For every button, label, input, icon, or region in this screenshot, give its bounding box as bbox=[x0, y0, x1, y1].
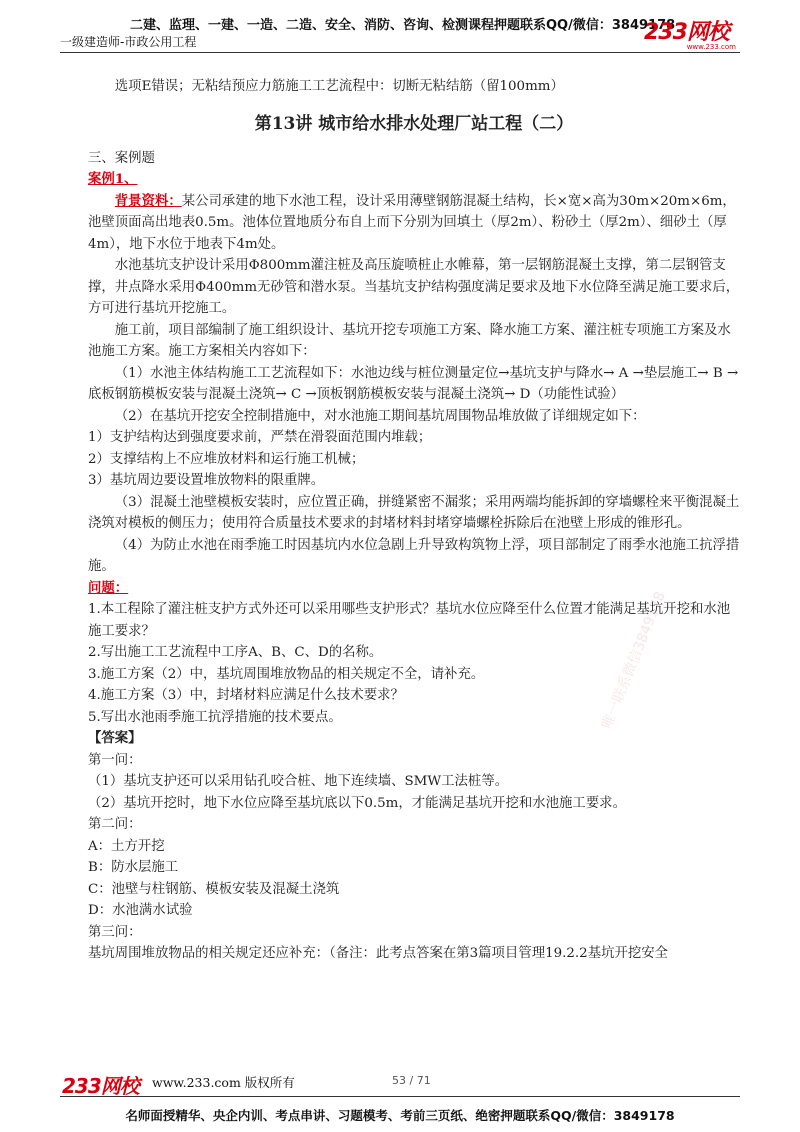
answer-2-c: C：池壁与柱钢筋、模板安装及混凝土浇筑 bbox=[88, 881, 340, 897]
footer-promo-line: 名师面授精华、央企内训、考点串讲、习题模考、考前三页纸、绝密押题联系QQ/微信：3849178 bbox=[125, 1108, 675, 1123]
watermark: 唯一联系微信3849178 bbox=[599, 589, 669, 732]
question-label: 问题： bbox=[88, 579, 129, 596]
page-header bbox=[0, 0, 800, 58]
answer-2-b: B：防水层施工 bbox=[88, 860, 179, 875]
footer-logo: 233网校 bbox=[62, 1074, 139, 1098]
header-course-name: 一级建造师-市政公用工程 bbox=[60, 35, 197, 49]
plan-item-2-rule-2: 2）支撑结构上不应堆放材料和运行施工机械； bbox=[88, 451, 365, 467]
question-1: 1.本工程除了灌注桩支护方式外还可以采用哪些支护形式？基坑水位应降至什么位置才能满足基坑开挖和水池施工要求？ bbox=[88, 602, 731, 639]
plan-item-3: （3）混凝土池壁模板安装时，应位置正确，拼缝紧密不漏浆；采用两端均能拆卸的穿墙螺栓来平衡混凝土浇筑对模板的侧压力；使用符合质量技术要求的封堵材料封堵穿墙螺栓拆除后在池壁上形成的锥形孔。 bbox=[88, 494, 740, 531]
plan-item-2-rule-3: 3）基坑周边要设置堆放物料的限重牌。 bbox=[88, 473, 325, 488]
answer-2-a: A：土方开挖 bbox=[88, 838, 165, 854]
header-divider bbox=[60, 52, 740, 53]
footer-copyright: www.233.com 版权所有 bbox=[152, 1075, 295, 1090]
answer-3-text: 基坑周围堆放物品的相关规定还应补充：（备注：此考点答案在第3篇项目管理19.2.2基坑开挖安全 bbox=[88, 946, 669, 961]
question-3: 3.施工方案（2）中，基坑周围堆放物品的相关规定不全，请补充。 bbox=[88, 666, 485, 682]
footer-divider bbox=[60, 1096, 740, 1097]
brand-logo-text: 233网校 bbox=[644, 20, 729, 45]
page-number: 53 / 71 bbox=[392, 1074, 431, 1087]
question-5: 5.写出水池雨季施工抗浮措施的技术要点。 bbox=[88, 709, 342, 725]
plan-item-2-rule-1: 1）支护结构达到强度要求前，严禁在滑裂面范围内堆载； bbox=[88, 430, 432, 445]
answer-1-item-2: （2）基坑开挖时，地下水位应降至基坑底以下0.5m，才能满足基坑开挖和水池施工要求。 bbox=[88, 795, 626, 811]
plan-item-4: （4）为防止水池在雨季施工时因基坑内水位急剧上升导致构筑物上浮，项目部制定了雨季水池施工抗浮措施。 bbox=[88, 537, 740, 574]
question-4: 4.施工方案（3）中，封堵材料应满足什么技术要求？ bbox=[88, 688, 404, 703]
case-label: 案例1、 bbox=[88, 171, 138, 187]
plan-item-1: （1）水池主体结构施工工艺流程如下：水池边线与桩位测量定位→基坑支护与降水→ A →垫层施工→ B →底板钢筋模板安装与混凝土浇筑→ C →顶板钢筋模板安装与混凝土浇筑→ D（功能性试验） bbox=[88, 365, 739, 402]
answer-label: 【答案】 bbox=[88, 730, 142, 746]
background-label: 背景资料： bbox=[114, 192, 182, 209]
brand-logo bbox=[644, 22, 740, 50]
answer-1-item-1: （1）基坑支护还可以采用钻孔咬合桩、地下连续墙、SMW工法桩等。 bbox=[88, 774, 509, 789]
background-paragraph bbox=[88, 191, 740, 256]
question-2: 2.写出施工工艺流程中工序A、B、C、D的名称。 bbox=[88, 645, 383, 660]
support-paragraph: 水池基坑支护设计采用Φ800mm灌注桩及高压旋喷桩止水帷幕，第一层钢筋混凝土支撑，第二层钢管支撑，井点降水采用Φ400mm无砂管和潜水泵。当基坑支护结构强度满足要求及地下水位降至满足施工要求后，方可进行基坑开挖施工。 bbox=[88, 258, 740, 316]
header-contact-line: 二建、监理、一建、一造、二造、安全、消防、咨询、检测课程押题联系QQ/微信：3849178 bbox=[130, 18, 676, 33]
answer-2-d: D：水池满水试验 bbox=[88, 903, 193, 918]
brand-logo-url: www.233.com bbox=[686, 43, 736, 51]
intro-line: 选项E错误；无粘结预应力筋施工工艺流程中：切断无粘结筋（留100mm） bbox=[114, 79, 564, 94]
answer-1-label: 第一问： bbox=[88, 752, 142, 768]
background-text: 某公司承建的地下水池工程，设计采用薄壁钢筋混凝土结构，长×宽×高为30m×20m×6m，池壁顶面高出地表0.5m。池体位置地质分布自上而下分别为回填土（厚2m）、粉砂土（厚2m）、细砂土（厚4m），地下水位于地表下4m处。 bbox=[88, 193, 736, 252]
section-heading: 三、案例题 bbox=[88, 150, 155, 166]
plan-item-2: （2）在基坑开挖安全控制措施中，对水池施工期间基坑周围物品堆放做了详细规定如下： bbox=[114, 408, 646, 424]
answer-3-label: 第三问： bbox=[88, 924, 142, 940]
document-body bbox=[88, 76, 740, 965]
page-footer bbox=[0, 1062, 800, 1132]
lecture-title: 第13讲 城市给水排水处理厂站工程（二） bbox=[254, 113, 574, 134]
plan-paragraph: 施工前，项目部编制了施工组织设计、基坑开挖专项施工方案、降水施工方案、灌注桩专项施工方案及水池施工方案。施工方案相关内容如下： bbox=[88, 322, 731, 359]
answer-2-label: 第二问： bbox=[88, 817, 142, 832]
